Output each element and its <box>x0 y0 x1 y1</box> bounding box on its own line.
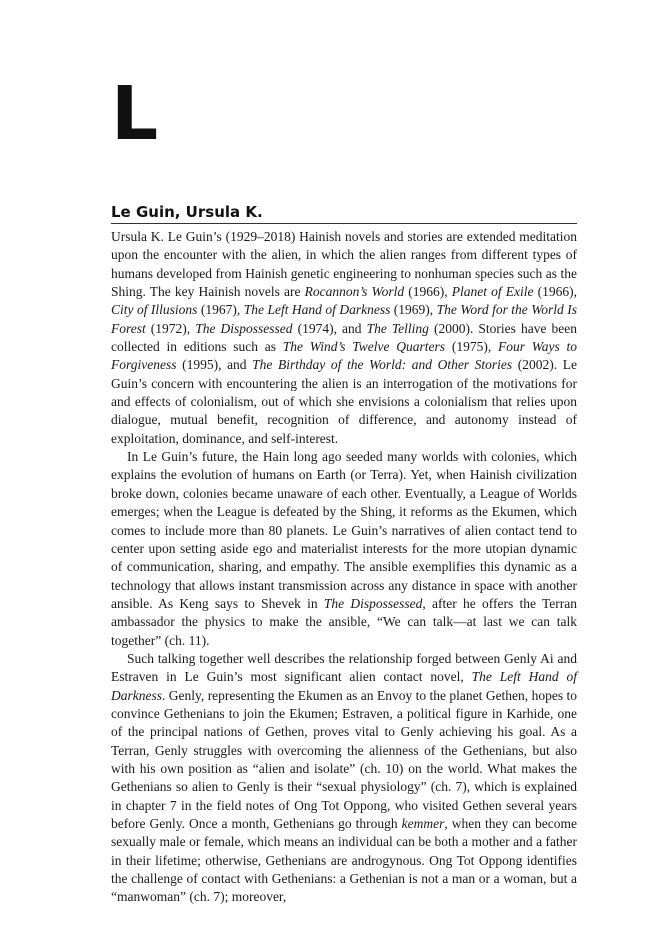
paragraph-text: (1966), <box>533 284 577 300</box>
italic-title: The Word for the World Is Forest <box>111 302 577 336</box>
paragraph-text: (1967), <box>197 302 244 318</box>
italic-title: Planet of Exile <box>451 284 534 300</box>
paragraph-text: Ursula K. Le Guin’s (1929–2018) Hainish novels and stories are extended meditation upon the encounter with the alien, in which the alien ranges from different types of humans developed from Hainish genetic engineering to nonhuman species such as the Shing. The key Hainish novels are <box>111 229 577 300</box>
entry-title: Le Guin, Ursula K. <box>111 202 577 224</box>
paragraph-text: Such talking together well describes the relationship forged between Genly Ai and Estraven in Le Guin’s most significant alien contact novel, <box>111 650 577 685</box>
paragraph-text: (1974), and <box>292 320 367 336</box>
paragraph-text: In Le Guin’s future, the Hain long ago seeded many worlds with colonies, which explains the evolution of humans on Earth (or Terra). Yet, when Hainish civilization broke down, colonies became unaware of each other. Eventually, a League of Worlds emerges; when the League is defeated by the Shing, it reforms as the Ekumen, which comes to include more than 80 planets. Le Guin’s narratives of alien contact tend to center upon setting aside ego and materialist interests for the more utopian dynamic of communication, sharing, and empathy. The ansible exemplifies this dynamic as a technology that allows instant transmission across any distance in space with another ansible. As Keng says to Shevek in <box>111 449 577 611</box>
italic-title: Four Ways to Forgiveness <box>111 339 577 373</box>
italic-title: The Dispossessed <box>195 320 293 336</box>
italic-title: The Left Hand of Darkness <box>111 669 577 703</box>
paragraph-text: , after he offers the Terran ambassador the physics to make the ansible, “We can talk—at last we can talk together” (ch. 11). <box>111 595 578 648</box>
paragraph-text: , when they can become sexually male or female, which means an individual can be both a mother and a father in their lifetime; otherwise, Gethenians are androgynous. Ong Tot Oppong identifies the challenge of contact with Gethenians: a Gethenian is not a man or a woman, but a “manwoman” (ch. 7); moreover, <box>111 816 577 905</box>
italic-title: Rocannon’s World <box>304 284 405 300</box>
section-letter-heading: L <box>111 71 157 157</box>
italic-title: kemmer <box>401 816 445 831</box>
body-paragraph <box>111 448 577 650</box>
italic-title: The Birthday of the World: and Other Stories <box>252 357 513 373</box>
paragraph-text: (1972), <box>145 320 196 336</box>
entry-body <box>111 228 577 907</box>
paragraph-text: (2002). Le Guin’s concern with encountering the alien is an interrogation of the motivations for and effects of colonialism, out of which she envisions a colonialism that relies upon dialogue, mutual benefit, recognition of difference, and autonomy instead of exploitation, dominance, and self-interest. <box>111 357 577 446</box>
paragraph-text: (1975), <box>445 339 498 355</box>
paragraph-text: (1966), <box>404 284 452 300</box>
italic-title: The Wind’s Twelve Quarters <box>282 339 446 355</box>
body-paragraph <box>111 650 577 907</box>
italic-title: The Dispossessed <box>323 595 423 611</box>
italic-title: City of Illusions <box>111 302 198 318</box>
paragraph-text: . Genly, representing the Ekumen as an Envoy to the planet Gethen, hopes to convince Gethenians to join the Ekumen; Estraven, a political figure in Karhide, one of the principal nations of Gethen, proves vital to Genly achieving his goal. As a Terran, Genly struggles with overcoming the alienness of the Gethenians, but also with his own position as “alien and isolate” (ch. 10) on the world. What makes the Gethenians so alien to Genly is their “sexual physiology” (ch. 7), which is explained in chapter 7 in the field notes of Ong Tot Oppong, who visited Gethen several years before Genly. Once a month, Gethenians go through <box>111 687 577 831</box>
body-paragraph <box>111 228 577 448</box>
paragraph-text: (1969), <box>390 302 437 318</box>
paragraph-text: (1995), and <box>176 357 253 373</box>
paragraph-text: (2000). Stories have been collected in editions such as <box>111 320 577 355</box>
italic-title: The Left Hand of Darkness <box>243 302 391 318</box>
encyclopedia-entry <box>111 202 577 907</box>
italic-title: The Telling <box>366 320 429 336</box>
